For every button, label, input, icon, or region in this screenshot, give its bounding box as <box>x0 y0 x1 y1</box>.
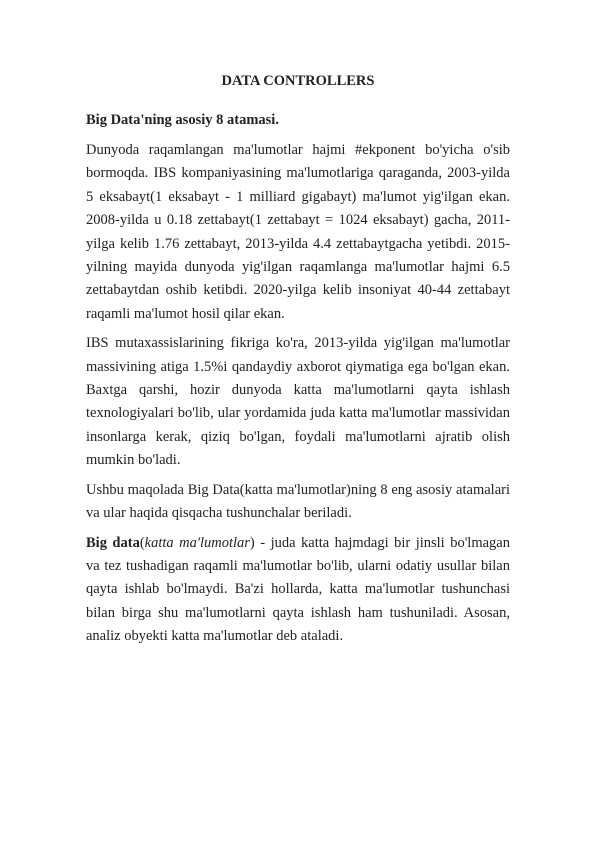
term-translation: katta ma'lumotlar <box>144 534 250 551</box>
paragraph-big-data-definition <box>86 532 510 649</box>
close-paren: ) <box>249 534 255 551</box>
document-title: DATA CONTROLLERS <box>221 73 375 89</box>
term-big-data: Big data <box>86 534 140 551</box>
section-heading: Big Data'ning asosiy 8 atamasi. <box>86 112 279 128</box>
open-paren: ( <box>139 534 145 551</box>
term-definition: - juda katta hajmdagi bir jinsli bo'lmagan va tez tushadigan raqamli ma'lumotlar bo'lib, ularni odatiy usullar bilan qayta ishlab bo'lmaydi. Ba'zi hollarda, katta ma'lumotlar tushunchasi bilan birga shu ma'lumotlarni qayta ishlash ham tushuniladi. Asosan, analiz obyekti katta ma'lumotlar deb ataladi. <box>86 534 510 645</box>
paragraph-data-growth: Dunyoda raqamlangan ma'lumotlar hajmi #ekponent bo'yicha o'sib bormoqda. IBS kompaniyasining ma'lumotlariga qaraganda, 2003-yilda 5 eksabayt(1 eksabayt - 1 milliard gigabayt) ma'lumot yig'ilgan ekan. 2008-yilda u 0.18 zettabayt(1 zettabayt = 1024 eksabayt) gacha, 2011-yilga kelib 1.76 zettabayt, 2013-yilda 4.4 zettabaytgacha yetibdi. 2015-yilning mayida dunyoda yig'ilgan raqamlanga ma'lumotlar hajmi 6.5 zettabaytdan oshib ketibdi. 2020-yilga kelib insoniyat 40-44 zettabayt raqamli ma'lumot hosil qilar ekan. <box>86 142 510 322</box>
document-page <box>86 70 510 655</box>
paragraph-article-intro: Ushbu maqolada Big Data(katta ma'lumotlar)ning 8 eng asosiy atamalari va ular haqida qisqacha tushunchalar beriladi. <box>86 481 510 522</box>
paragraph-ibs-experts: IBS mutaxassislarining fikriga ko'ra, 2013-yilda yig'ilgan ma'lumotlar massivining atiga 1.5%i qandaydiy axborot qiymatiga ega bo'lgan ekan. Baxtga qarshi, hozir dunyoda katta ma'lumotlarni qayta ishlash texnologiyalari bo'lib, ular yordamida juda katta ma'lumotlar massividan insonlarga kerak, qiziq bo'lgan, foydali ma'lumotlarni ajratib olish mumkin bo'ladi. <box>86 335 510 469</box>
